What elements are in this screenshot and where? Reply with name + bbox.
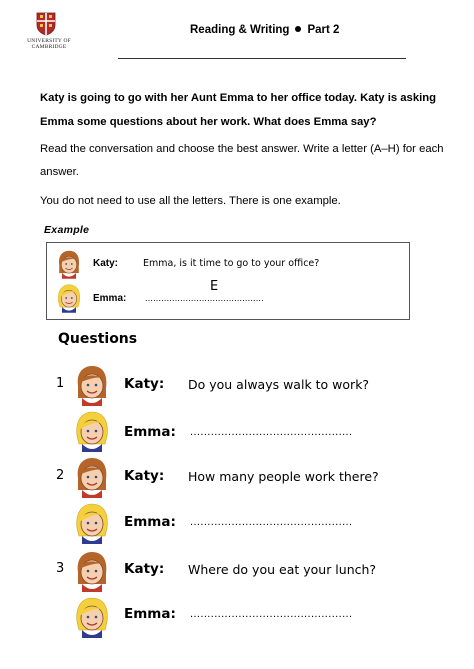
instructions-line-1: Read the conversation and choose the best answer. Write a letter (A–H) for each answer. — [40, 143, 444, 178]
katy-face-icon — [72, 456, 112, 498]
question-text: How many people work there? — [188, 469, 379, 484]
emma-name: Emma: — [124, 514, 176, 530]
katy-name: Katy: — [124, 561, 165, 577]
title-underline — [118, 58, 406, 59]
emma-face-icon — [72, 502, 112, 544]
logo-text — [14, 38, 84, 50]
question-number: 2 — [56, 468, 65, 483]
katy-face-icon — [55, 249, 83, 279]
example-katy-line: Emma, is it time to go to your office? — [143, 258, 320, 269]
questions-heading: Questions — [58, 331, 138, 347]
emma-face-icon — [72, 410, 112, 452]
question-text: Where do you eat your lunch? — [188, 562, 377, 577]
example-answer-line: ............................................ — [145, 293, 264, 303]
example-answer: E — [210, 279, 219, 294]
katy-name: Katy: — [124, 468, 165, 484]
katy-name: Katy: — [124, 376, 165, 392]
question-number: 3 — [56, 561, 65, 576]
emma-name: Emma: — [124, 606, 176, 622]
example-label: Example — [44, 224, 90, 236]
katy-face-icon — [72, 364, 112, 406]
instructions-line-2: You do not need to use all the letters. There is one example. — [40, 195, 341, 207]
answer-line[interactable]: ............................................... — [190, 516, 353, 528]
section-title-main: Reading & Writing — [190, 24, 290, 36]
example-emma-name: Emma: — [93, 293, 127, 304]
logo-line-2: CAMBRIDGE — [31, 44, 67, 50]
university-crest-icon — [36, 12, 56, 36]
intro-text: Katy is going to go with her Aunt Emma to her office today. Katy is asking Emma some questions about her work. What does Emma say? — [40, 92, 437, 128]
section-title-part: Part 2 — [307, 24, 340, 36]
emma-face-icon — [72, 596, 112, 638]
answer-line[interactable]: ............................................... — [190, 426, 353, 438]
emma-name: Emma: — [124, 424, 176, 440]
katy-face-icon — [72, 550, 112, 592]
example-box — [46, 242, 410, 320]
bullet-icon — [295, 26, 301, 32]
example-katy-name: Katy: — [93, 258, 119, 269]
answer-line[interactable]: ............................................... — [190, 608, 353, 620]
question-text: Do you always walk to work? — [188, 377, 370, 392]
logo-line-1: UNIVERSITY OF — [27, 38, 71, 44]
emma-face-icon — [55, 283, 83, 313]
section-title — [190, 24, 339, 36]
question-number: 1 — [56, 376, 65, 391]
